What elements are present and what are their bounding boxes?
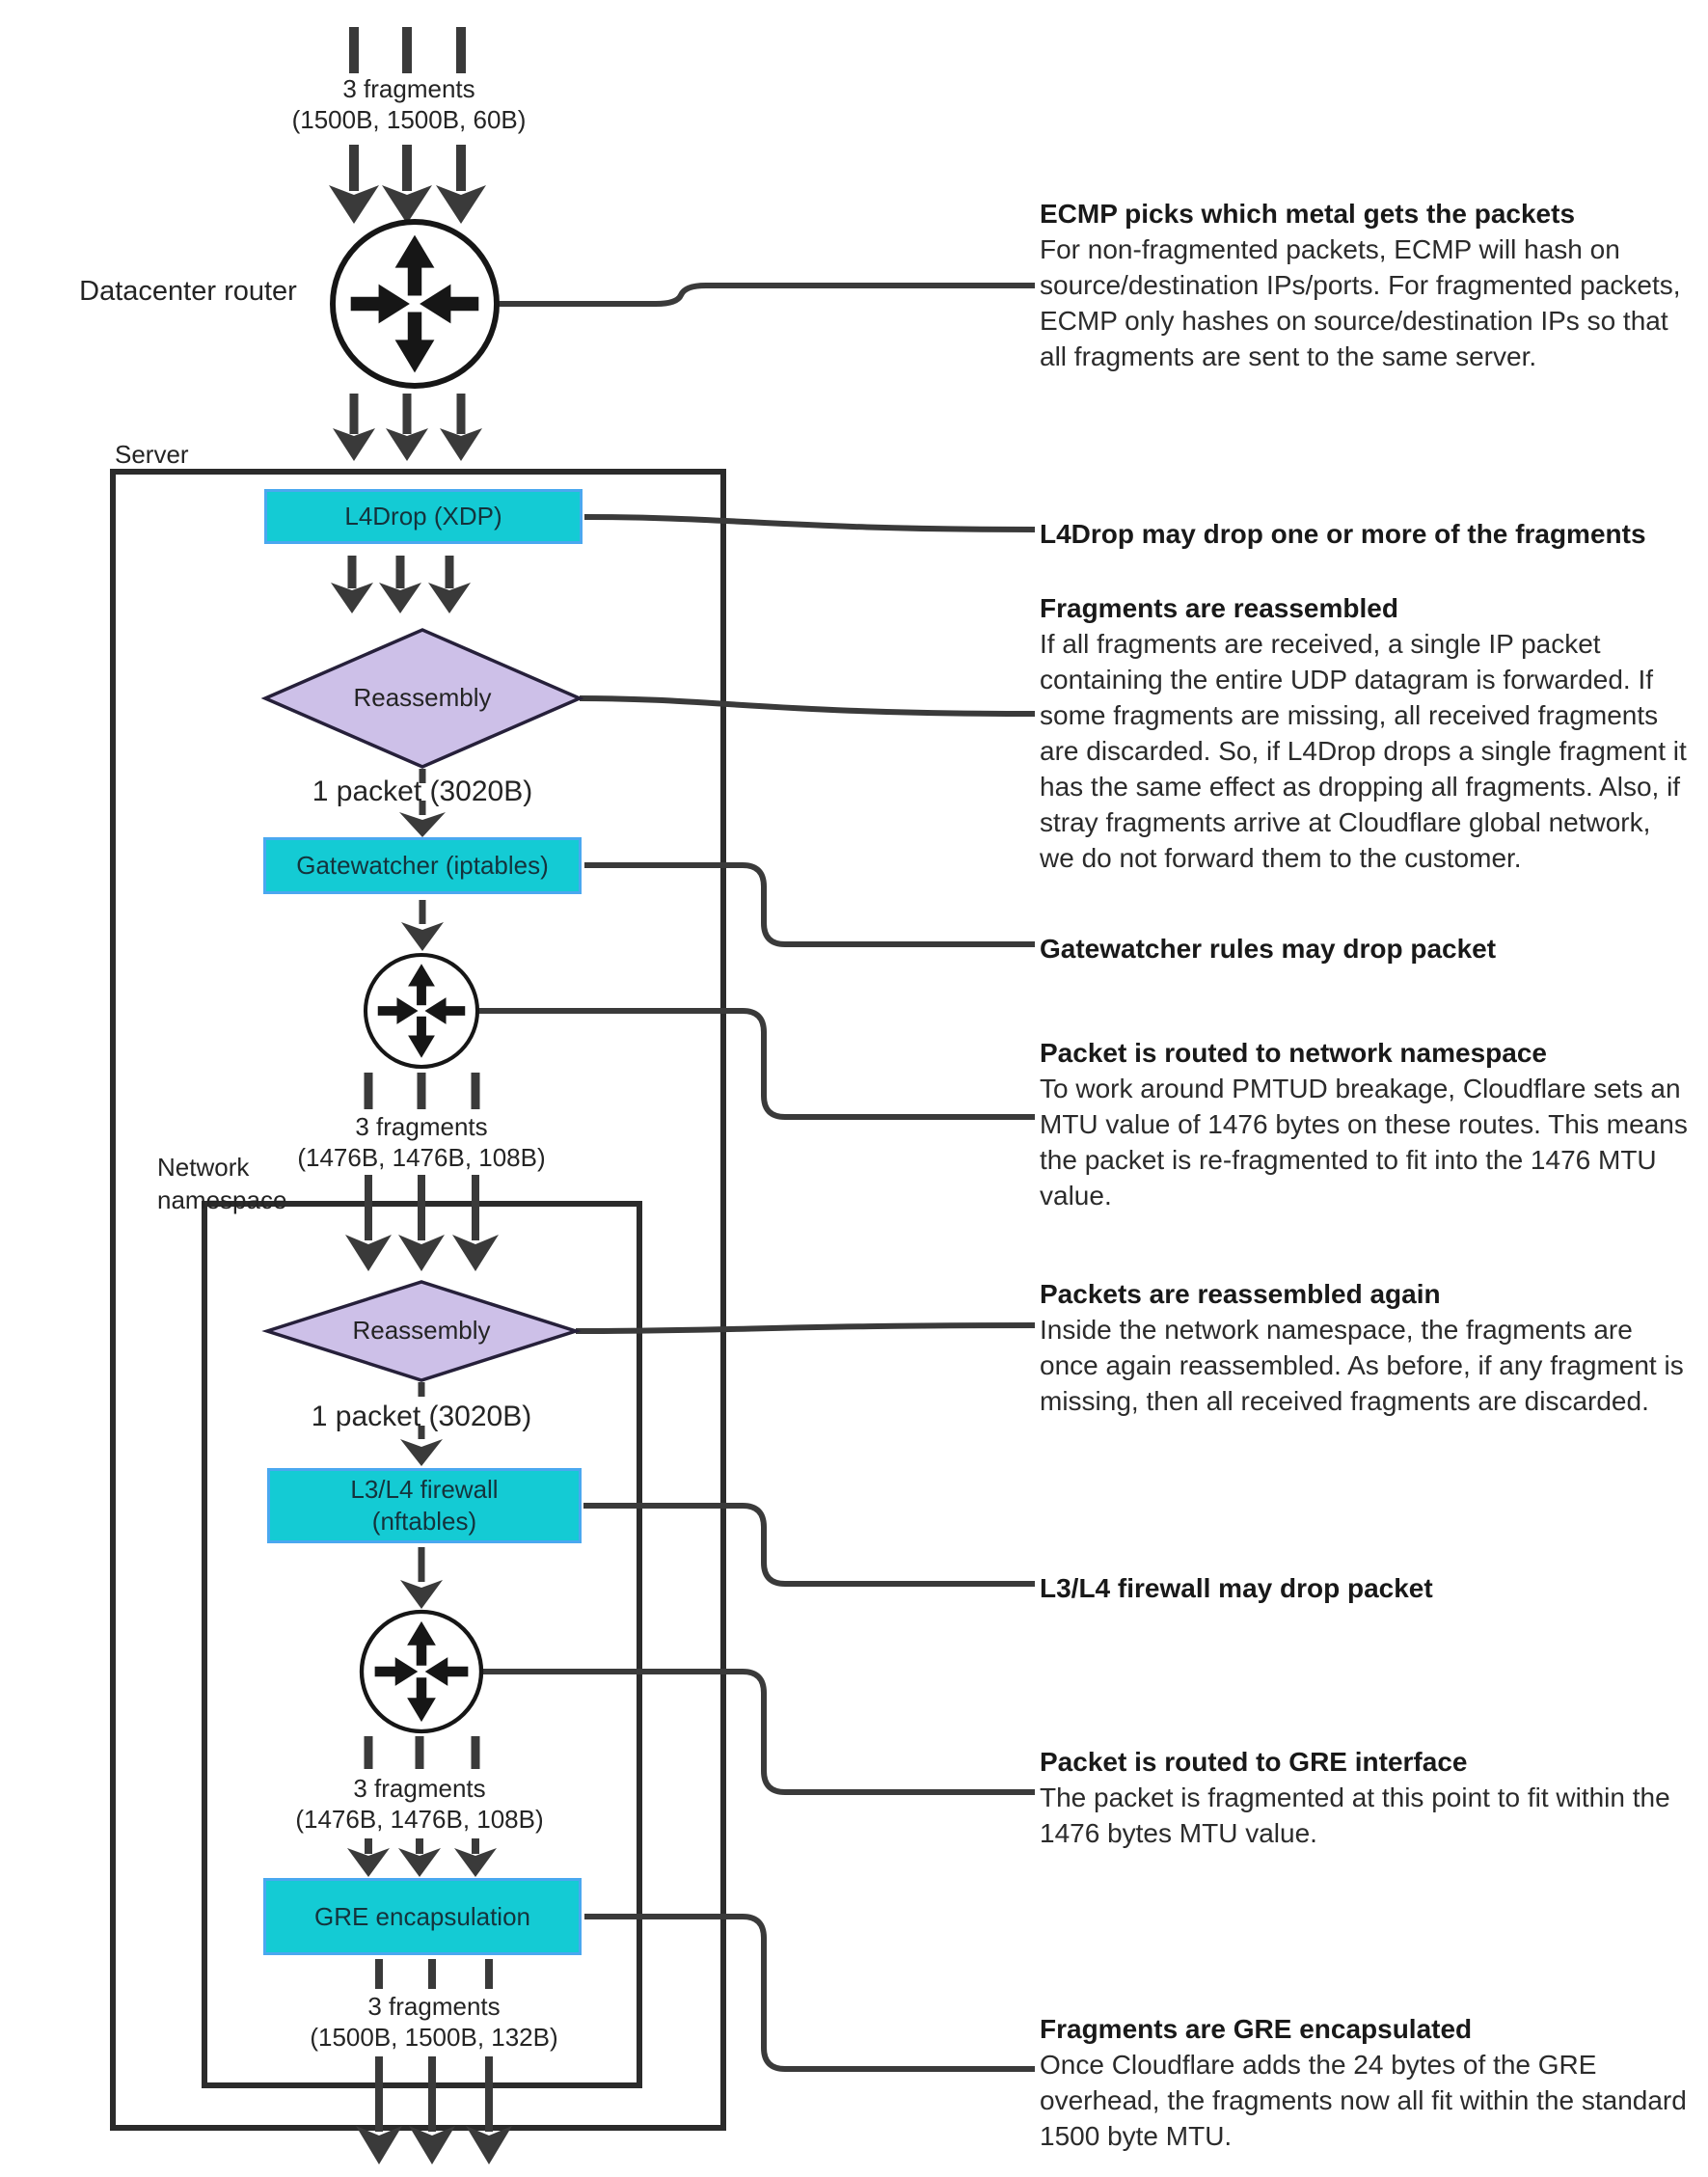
l4drop-node <box>264 489 583 544</box>
annotation-heading: ECMP picks which metal gets the packets <box>1040 199 1576 229</box>
annotation-ecmp <box>1040 196 1692 374</box>
packet2-label: 1 packet (3020B) <box>311 1401 532 1432</box>
gre-node-label: GRE encapsulation <box>313 1901 531 1931</box>
ns-fragments-sizes: (1476B, 1476B, 108B) <box>297 1143 546 1172</box>
bottom-fragments-count: 3 fragments <box>367 1992 501 2021</box>
connector-gatewatcher <box>584 865 1035 944</box>
connector-route-netns <box>478 1011 1035 1117</box>
annotation-reassembled <box>1040 590 1692 876</box>
top-fragments-count: 3 fragments <box>342 74 475 103</box>
annotation-heading: Gatewatcher rules may drop packet <box>1040 934 1497 964</box>
annotation-heading: L4Drop may drop one or more of the fragments <box>1040 519 1646 549</box>
annotation-gatewatcher <box>1040 931 1692 966</box>
gatewatcher-node <box>263 837 582 894</box>
connector-l4drop <box>584 517 1035 530</box>
route-to-gre-router-icon <box>362 1612 481 1731</box>
connector-firewall <box>583 1506 1035 1584</box>
server-label: Server <box>115 440 189 469</box>
connector-gre <box>584 1917 1035 2069</box>
top-fragments-sizes: (1500B, 1500B, 60B) <box>291 105 527 134</box>
firewall-node-label-line1: L3/L4 firewall <box>350 1475 499 1504</box>
route-to-namespace-router-icon <box>366 955 477 1067</box>
annotation-body: The packet is fragmented at this point to fit within the 1476 bytes MTU value. <box>1040 1782 1670 1848</box>
connector-reassembly2 <box>576 1325 1035 1331</box>
annotation-l4drop <box>1040 516 1692 552</box>
annotation-heading: Packet is routed to GRE interface <box>1040 1747 1468 1777</box>
annotation-routed-gre <box>1040 1744 1692 1851</box>
annotation-heading: Packets are reassembled again <box>1040 1279 1441 1309</box>
annotation-body: To work around PMTUD breakage, Cloudflare sets an MTU value of 1476 bytes on these routes. This means the packet is re-fragmented to fit into the 1476 MTU value. <box>1040 1074 1688 1211</box>
datacenter-router-label: Datacenter router <box>79 276 297 307</box>
annotation-gre-encapsulated <box>1040 2011 1692 2154</box>
reassembly2-label: Reassembly <box>352 1316 491 1345</box>
annotation-heading: Fragments are reassembled <box>1040 593 1398 623</box>
connector-ecmp <box>498 286 1035 304</box>
annotation-body: If all fragments are received, a single IP packet containing the entire UDP datagram is forwarded. If some fragments are missing, all received fragments are discarded. So, if L4Drop drops a single fragment it has the same effect as dropping all fragments. Also, if stray fragments arrive at Cloudflare global network, we do not forward them to the customer. <box>1040 629 1687 873</box>
gre-node <box>263 1878 582 1955</box>
firewall-node-label-line2: (nftables) <box>371 1507 477 1536</box>
datacenter-router-icon <box>333 222 497 386</box>
gre-fragments-sizes: (1476B, 1476B, 108B) <box>295 1805 544 1834</box>
network-namespace-label: Network namespace <box>157 1153 287 1214</box>
ns-fragments-count: 3 fragments <box>355 1112 488 1141</box>
annotation-body: Inside the network namespace, the fragments are once again reassembled. As before, if any fragment is missing, then all received fragments are discarded. <box>1040 1315 1684 1416</box>
gre-fragments-count: 3 fragments <box>353 1774 486 1803</box>
annotation-heading: Fragments are GRE encapsulated <box>1040 2014 1473 2044</box>
bottom-fragments-sizes: (1500B, 1500B, 132B) <box>310 2023 558 2052</box>
annotation-firewall <box>1040 1570 1692 1606</box>
annotation-body: Once Cloudflare adds the 24 bytes of the GRE overhead, the fragments now all fit within the standard 1500 byte MTU. <box>1040 2050 1687 2151</box>
reassembly1-label: Reassembly <box>353 683 492 712</box>
packet1-label: 1 packet (3020B) <box>312 776 533 807</box>
gatewatcher-node-label: Gatewatcher (iptables) <box>296 851 549 880</box>
annotation-heading: Packet is routed to network namespace <box>1040 1038 1547 1068</box>
annotation-routed-netns <box>1040 1035 1692 1213</box>
annotation-heading: L3/L4 firewall may drop packet <box>1040 1573 1433 1603</box>
l4drop-node-label: L4Drop (XDP) <box>344 502 502 531</box>
annotation-body: For non-fragmented packets, ECMP will hash on source/destination IPs/ports. For fragmented packets, ECMP only hashes on source/destination IPs so that all fragments are sent to the same server. <box>1040 234 1681 371</box>
firewall-node <box>267 1468 582 1543</box>
connector-reassembly1 <box>580 698 1035 714</box>
annotation-reassembled-again <box>1040 1276 1692 1419</box>
